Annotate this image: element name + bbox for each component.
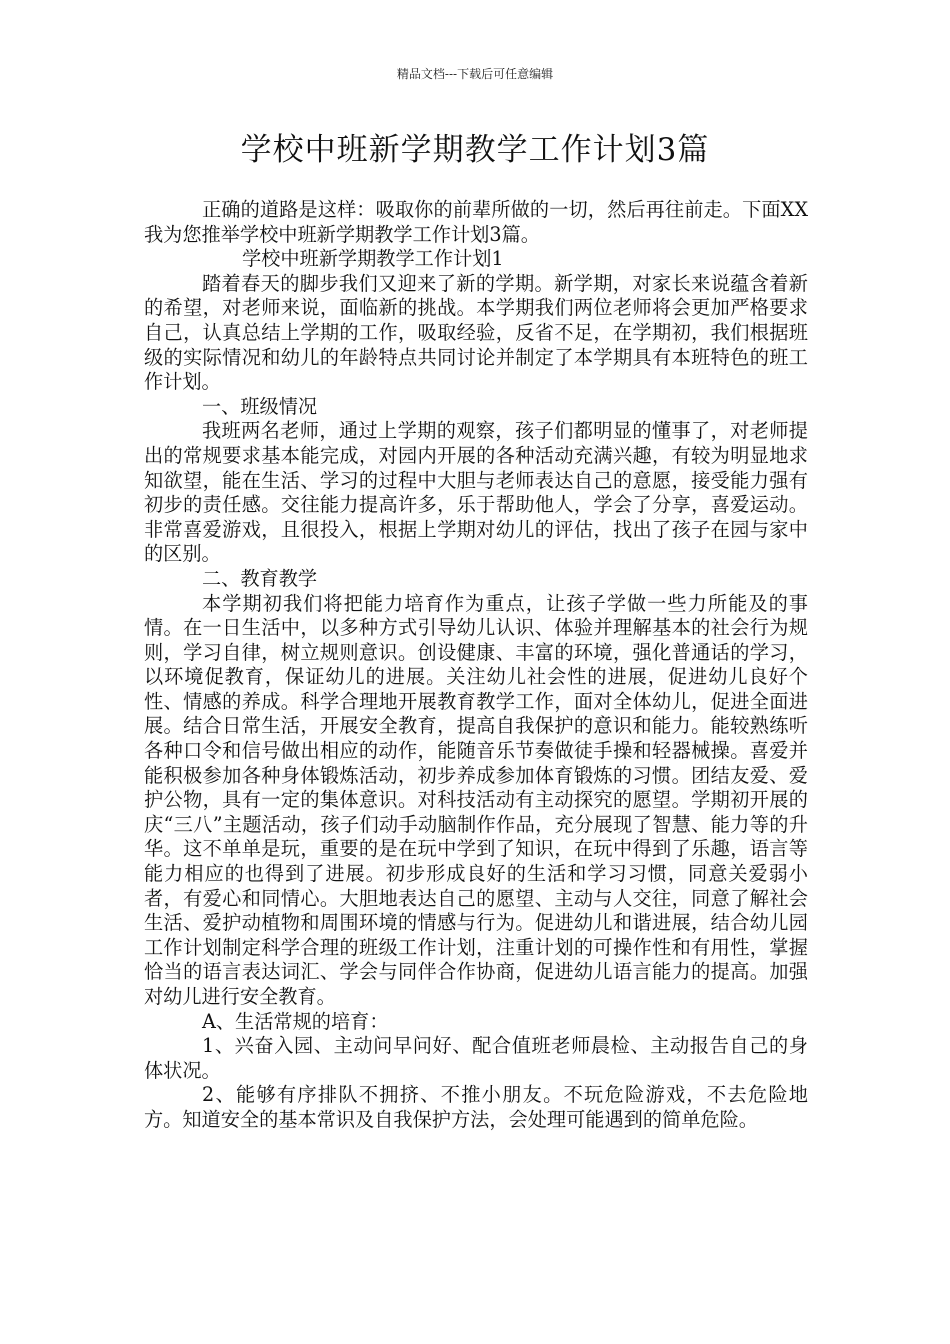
plan-subtitle: 学校中班新学期教学工作计划1: [242, 247, 504, 271]
document-title: 学校中班新学期教学工作计划3篇: [240, 132, 710, 168]
body-paragraph: 踏着春天的脚步我们又迎来了新的学期。新学期，对家长来说蕴含着新的希望，对老师来说，面临新的挑战。本学期我们两位老师将会更加严格要求自己，认真总结上学期的工作，吸取经验，反省不足，在学期初，我们根据班级的实际情况和幼儿的年龄特点共同讨论并制定了本学期具有本班特色的班工作计划。: [144, 271, 808, 394]
list-item: 2、能够有序排队不拥挤、不推小朋友。不玩危险游戏，不去危险地方。知道安全的基本常识及自我保护方法，会处理可能遇到的简单危险。: [144, 1083, 808, 1131]
document-body: [144, 198, 808, 1133]
list-item: 1、兴奋入园、主动问早问好、配合值班老师晨检、主动报告自己的身体状况。: [144, 1034, 808, 1082]
body-paragraph: 我班两名老师，通过上学期的观察，孩子们都明显的懂事了，对老师提出的常规要求基本能完成，对园内开展的各种活动充满兴趣，有较为明显地求知欲望，能在生活、学习的过程中大胆与老师表达自己的意愿，接受能力强有初步的责任感。交往能力提高许多，乐于帮助他人，学会了分享，喜爱运动。非常喜爱游戏，且很投入，根据上学期对幼儿的评估，找出了孩子在园与家中的区别。: [144, 419, 808, 566]
intro-paragraph: 正确的道路是这样：吸取你的前辈所做的一切，然后再往前走。下面XX我为您推举学校中班新学期教学工作计划3篇。: [144, 198, 808, 246]
page-header: 精品文档---下载后可任意编辑: [396, 67, 554, 81]
section-heading: 一、班级情况: [202, 394, 318, 418]
body-paragraph: 本学期初我们将把能力培育作为重点，让孩子学做一些力所能及的事情。在一日生活中，以多种方式引导幼儿认识、体验并理解基本的社会行为规则，学习自律，树立规则意识。创设健康、丰富的环境，强化普通话的学习，以环境促教育，保证幼儿的进展。关注幼儿社会性的进展，促进幼儿良好个性、情感的养成。科学合理地开展教育教学工作，面对全体幼儿，促进全面进展。结合日常生活，开展安全教育，提高自我保护的意识和能力。能较熟练听各种口令和信号做出相应的动作，能随音乐节奏做徒手操和轻器械操。喜爱并能积极参加各种身体锻炼活动，初步养成参加体育锻炼的习惯。团结友爱、爱护公物，具有一定的集体意识。对科技活动有主动探究的愿望。学期初开展的庆“三八”主题活动，孩子们动手动脑制作作品，充分展现了智慧、能力等的升华。这不单单是玩，重要的是在玩中学到了知识，在玩中得到了乐趣，语言等能力相应的也得到了进展。初步形成良好的生活和学习习惯，同意关爱弱小者，有爱心和同情心。大胆地表达自己的愿望、主动与人交往，同意了解社会生活、爱护动植物和周围环境的情感与行为。促进幼儿和谐进展，结合幼儿园工作计划制定科学合理的班级工作计划，注重计划的可操作性和有用性，掌握恰当的语言表达词汇、学会与同伴合作协商，促进幼儿语言能力的提高。加强对幼儿进行安全教育。: [144, 591, 808, 1008]
section-heading: 二、教育教学: [202, 566, 318, 590]
subsection-heading: A、生活常规的培育：: [202, 1009, 389, 1033]
